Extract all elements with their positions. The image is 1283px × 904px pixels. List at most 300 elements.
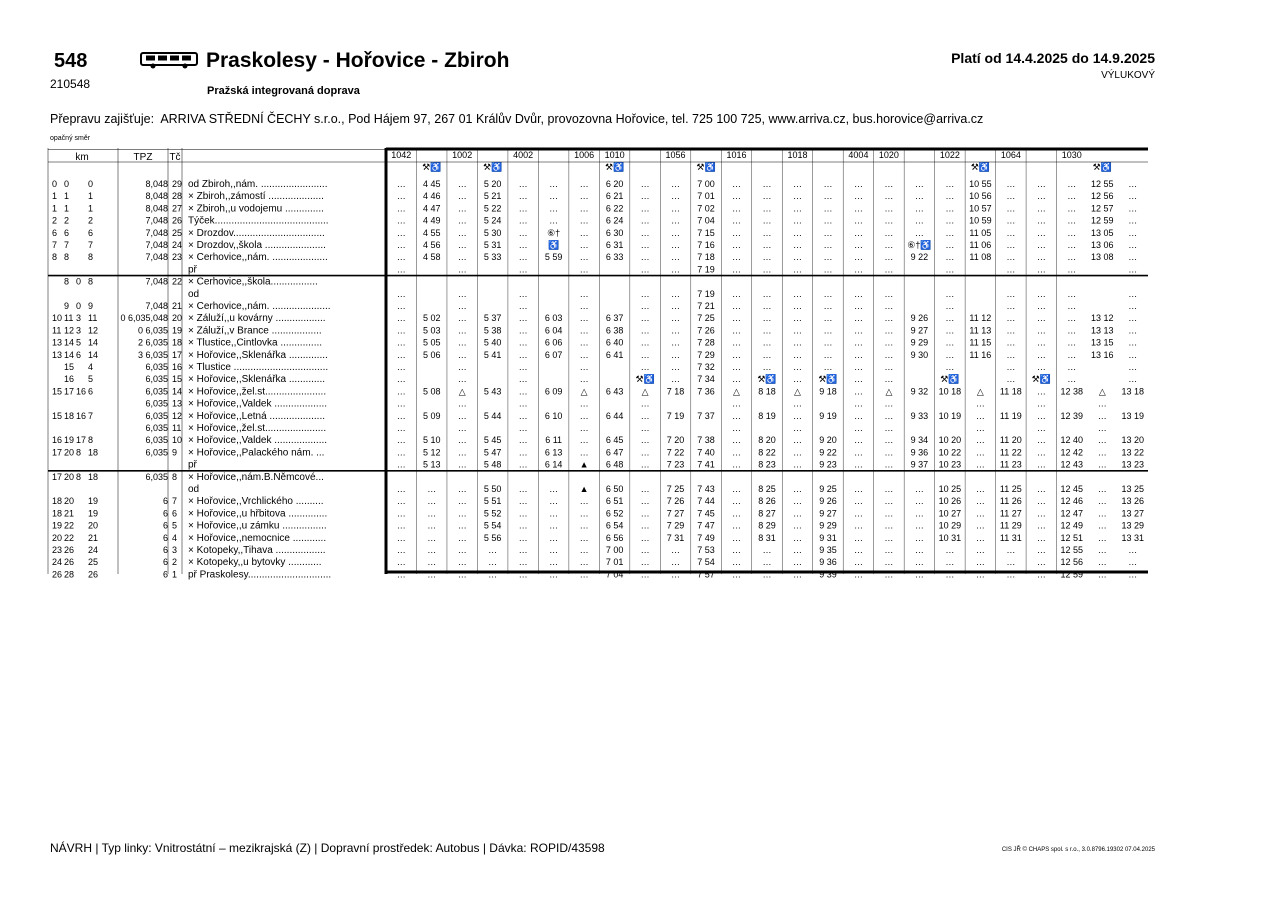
time-cell: 5 54 bbox=[483, 520, 502, 531]
stop-name: × Hořovice,,u hřbitova .............. bbox=[188, 508, 328, 520]
time-cell: 6 20 bbox=[605, 179, 624, 189]
time-cell: … bbox=[853, 569, 863, 580]
time-cell: … bbox=[1036, 423, 1046, 433]
time-cell: … bbox=[579, 349, 589, 360]
time-cell: … bbox=[914, 179, 924, 189]
tpz-value: 7,048 bbox=[145, 252, 168, 263]
time-cell: … bbox=[396, 557, 406, 568]
time-cell: … bbox=[518, 569, 528, 580]
km-value: 5 bbox=[76, 337, 82, 348]
trip-number: 1042 bbox=[391, 150, 412, 160]
km-value: 12 bbox=[64, 325, 75, 336]
time-cell: … bbox=[792, 288, 802, 299]
time-cell: … bbox=[823, 313, 833, 324]
time-cell: … bbox=[762, 227, 772, 238]
km-value: 6 bbox=[76, 349, 82, 360]
time-cell: 5 09 bbox=[422, 410, 441, 421]
time-cell: … bbox=[457, 191, 467, 202]
time-cell: … bbox=[396, 203, 406, 214]
carrier-label: Přepravu zajišťuje: bbox=[50, 112, 155, 126]
time-cell: △ bbox=[580, 386, 588, 397]
km-value: 12 bbox=[88, 325, 99, 336]
time-cell: … bbox=[579, 301, 589, 311]
time-cell: 7 29 bbox=[697, 349, 715, 360]
time-cell: … bbox=[1006, 325, 1016, 336]
time-cell: 4 58 bbox=[422, 252, 441, 263]
time-cell: 5 08 bbox=[422, 386, 441, 397]
time-cell: 13 23 bbox=[1121, 459, 1145, 470]
tpz-value: 6 bbox=[162, 557, 168, 568]
time-cell: 12 42 bbox=[1060, 447, 1084, 458]
time-cell: 5 12 bbox=[422, 447, 441, 458]
time-cell: … bbox=[396, 386, 406, 397]
time-cell: … bbox=[549, 203, 559, 214]
time-cell: … bbox=[671, 252, 681, 263]
time-cell: … bbox=[457, 264, 467, 275]
trip-number: 1010 bbox=[604, 150, 625, 160]
time-cell: … bbox=[945, 191, 955, 202]
stop-order: 22 bbox=[172, 276, 183, 287]
time-cell: … bbox=[792, 349, 802, 360]
time-cell: … bbox=[427, 532, 437, 543]
time-cell: 11 29 bbox=[999, 520, 1022, 531]
km-value: 0 bbox=[76, 276, 82, 287]
time-cell: … bbox=[732, 508, 742, 519]
time-cell: … bbox=[792, 252, 802, 263]
time-cell: … bbox=[1036, 386, 1046, 397]
stop-order: 6 bbox=[172, 508, 178, 519]
trip-number: 1056 bbox=[665, 150, 686, 160]
time-cell: … bbox=[975, 532, 985, 543]
trip-number: 1016 bbox=[726, 150, 747, 160]
time-cell: … bbox=[884, 520, 894, 531]
stop-name: × Cerhovice,,škola................. bbox=[188, 276, 318, 288]
time-cell: 12 47 bbox=[1060, 508, 1084, 519]
time-cell: 5 30 bbox=[483, 227, 502, 238]
time-cell: … bbox=[792, 215, 802, 226]
time-cell: 4 45 bbox=[422, 179, 441, 189]
time-cell: … bbox=[853, 191, 863, 202]
time-cell: … bbox=[823, 203, 833, 214]
trip-symbol: ⚒♿ bbox=[483, 162, 503, 172]
time-cell: … bbox=[823, 215, 833, 226]
time-cell: … bbox=[640, 459, 650, 470]
km-value: 17 bbox=[52, 471, 63, 482]
km-header: km bbox=[75, 152, 89, 163]
tpz-value: 0 6,035 bbox=[137, 325, 168, 336]
time-cell: … bbox=[884, 362, 894, 372]
time-cell: … bbox=[762, 557, 772, 568]
time-cell: △ bbox=[794, 386, 801, 397]
time-cell: … bbox=[518, 337, 528, 348]
km-value: 20 bbox=[64, 496, 75, 507]
tpz-value: 6,035 bbox=[145, 447, 168, 458]
time-cell: … bbox=[457, 520, 467, 531]
time-cell: … bbox=[640, 179, 650, 189]
time-cell: … bbox=[945, 288, 955, 299]
time-cell: … bbox=[518, 398, 528, 409]
time-cell: … bbox=[914, 484, 924, 494]
time-cell: … bbox=[732, 410, 742, 421]
time-cell: 7 43 bbox=[697, 484, 715, 494]
time-cell: … bbox=[792, 227, 802, 238]
km-value: 26 bbox=[52, 569, 63, 580]
stop-name: × Cerhovice,,nám. ..................... bbox=[188, 301, 331, 312]
time-cell: 6 06 bbox=[544, 337, 563, 348]
km-value: 14 bbox=[64, 349, 75, 360]
time-cell: … bbox=[640, 423, 650, 433]
time-cell: … bbox=[1097, 398, 1107, 409]
time-cell: … bbox=[1128, 349, 1138, 360]
time-cell: … bbox=[792, 410, 802, 421]
stop-name: × Záluží,,v Brance .................. bbox=[188, 325, 322, 337]
time-cell: … bbox=[579, 179, 589, 189]
time-cell: … bbox=[975, 447, 985, 458]
tpz-value: 6,035 bbox=[145, 410, 168, 421]
stop-name: × Hořovice,,Valdek ................... bbox=[188, 435, 328, 447]
time-cell: 9 20 bbox=[819, 435, 837, 446]
tpz-value: 6,035 bbox=[145, 435, 168, 446]
km-value: 26 bbox=[64, 545, 75, 555]
time-cell: … bbox=[792, 179, 802, 189]
km-value: 9 bbox=[88, 301, 94, 311]
time-cell: 6 45 bbox=[605, 435, 624, 446]
time-cell: … bbox=[518, 313, 528, 324]
trip-number: 1064 bbox=[1000, 150, 1021, 160]
time-cell: … bbox=[579, 227, 589, 238]
time-cell: … bbox=[1128, 264, 1138, 275]
time-cell: 6 44 bbox=[605, 410, 624, 421]
stop-name: × Záluží,,u kovárny .................. bbox=[188, 313, 326, 325]
time-cell: … bbox=[823, 240, 833, 250]
km-value: 8 bbox=[88, 276, 94, 287]
time-cell: … bbox=[640, 215, 650, 226]
time-cell: … bbox=[762, 313, 772, 324]
time-cell: … bbox=[1128, 545, 1138, 555]
time-cell: … bbox=[518, 545, 528, 555]
time-cell: ▲ bbox=[579, 484, 589, 494]
time-cell: … bbox=[853, 264, 863, 275]
time-cell: … bbox=[579, 557, 589, 568]
time-cell: 9 34 bbox=[910, 435, 929, 446]
time-cell: … bbox=[1128, 301, 1138, 311]
time-cell: … bbox=[823, 264, 833, 275]
time-cell: … bbox=[975, 459, 985, 470]
time-cell: 4 49 bbox=[422, 215, 441, 226]
time-cell: … bbox=[732, 545, 742, 555]
time-cell: … bbox=[853, 374, 863, 385]
time-cell: … bbox=[884, 545, 894, 555]
time-cell: 10 59 bbox=[969, 215, 992, 226]
time-cell: 13 05 bbox=[1091, 227, 1114, 238]
stop-name: × Hořovice,,nám.B.Němcové... bbox=[188, 471, 324, 483]
time-cell: … bbox=[457, 215, 467, 226]
time-cell: … bbox=[1067, 325, 1077, 336]
time-cell: 8 31 bbox=[758, 532, 776, 543]
time-cell: … bbox=[457, 459, 467, 470]
tpz-value: 8,048 bbox=[145, 191, 168, 202]
time-cell: … bbox=[1036, 557, 1046, 568]
time-cell: … bbox=[488, 569, 498, 580]
time-cell: … bbox=[732, 288, 742, 299]
trip-symbol: ⚒♿ bbox=[1092, 162, 1112, 172]
time-cell: … bbox=[671, 203, 681, 214]
time-cell: 13 06 bbox=[1091, 240, 1114, 250]
time-cell: … bbox=[1036, 508, 1046, 519]
tpz-value: 7,048 bbox=[145, 301, 168, 311]
time-cell: … bbox=[671, 349, 681, 360]
time-cell: … bbox=[732, 264, 742, 275]
time-cell: 5 13 bbox=[422, 459, 441, 470]
km-value: 7 bbox=[88, 410, 94, 421]
time-cell: … bbox=[396, 179, 406, 189]
km-value: 2 bbox=[52, 215, 58, 226]
time-cell: … bbox=[884, 349, 894, 360]
time-cell: … bbox=[640, 349, 650, 360]
time-cell: … bbox=[1067, 252, 1077, 263]
time-cell: … bbox=[1036, 459, 1046, 470]
time-cell: 10 20 bbox=[938, 435, 962, 446]
time-cell: 6 31 bbox=[605, 240, 624, 250]
time-cell: … bbox=[762, 288, 772, 299]
tpz-value: 6,035 bbox=[145, 374, 168, 385]
km-value: 13 bbox=[52, 337, 63, 348]
time-cell: ⚒♿ bbox=[635, 374, 655, 385]
time-cell: … bbox=[823, 191, 833, 202]
time-cell: 10 29 bbox=[938, 520, 962, 531]
time-cell: … bbox=[396, 508, 406, 519]
time-cell: … bbox=[518, 532, 528, 543]
time-cell: 7 26 bbox=[666, 496, 685, 507]
tpz-value: 6 bbox=[162, 545, 168, 555]
tpz-value: 0 6,035,048 bbox=[120, 313, 168, 324]
time-cell: … bbox=[792, 508, 802, 519]
time-cell: 7 31 bbox=[666, 532, 685, 543]
time-cell: 9 27 bbox=[819, 508, 837, 519]
stop-order: 27 bbox=[172, 203, 183, 214]
time-cell: 12 59 bbox=[1091, 215, 1114, 226]
time-cell: 5 06 bbox=[422, 349, 441, 360]
time-cell: … bbox=[427, 520, 437, 531]
time-cell: 11 31 bbox=[999, 532, 1022, 543]
time-cell: … bbox=[518, 557, 528, 568]
time-cell: 7 04 bbox=[697, 215, 715, 226]
stop-order: 8 bbox=[172, 471, 178, 482]
time-cell: 5 41 bbox=[483, 349, 502, 360]
km-value: 15 bbox=[64, 362, 75, 372]
time-cell: 7 49 bbox=[697, 532, 715, 543]
time-cell: … bbox=[1036, 398, 1046, 409]
time-cell: … bbox=[762, 191, 772, 202]
time-cell: 6 04 bbox=[544, 325, 563, 336]
tpz-value: 7,048 bbox=[145, 215, 168, 226]
time-cell: … bbox=[1128, 288, 1138, 299]
time-cell: … bbox=[549, 191, 559, 202]
time-cell: … bbox=[671, 557, 681, 568]
stop-name: př bbox=[188, 264, 197, 276]
time-cell: … bbox=[914, 191, 924, 202]
km-value: 13 bbox=[52, 349, 63, 360]
time-cell: … bbox=[1097, 447, 1107, 458]
time-cell: … bbox=[518, 288, 528, 299]
time-cell: … bbox=[1067, 288, 1077, 299]
time-cell: … bbox=[792, 423, 802, 433]
time-cell: 7 04 bbox=[605, 569, 624, 580]
trip-number: 1030 bbox=[1061, 150, 1082, 160]
time-cell: … bbox=[1067, 362, 1077, 372]
time-cell: … bbox=[792, 264, 802, 275]
time-cell: … bbox=[579, 191, 589, 202]
time-cell: … bbox=[792, 435, 802, 446]
time-cell: 11 12 bbox=[969, 313, 992, 324]
stop-name: × Hořovice,,Palackého nám. ... bbox=[188, 447, 325, 459]
time-cell: … bbox=[762, 349, 772, 360]
time-cell: 4 46 bbox=[422, 191, 441, 202]
time-cell: … bbox=[762, 337, 772, 348]
time-cell: 8 25 bbox=[758, 484, 776, 494]
time-cell: 12 38 bbox=[1060, 386, 1084, 397]
km-value: 0 bbox=[64, 179, 70, 189]
time-cell: … bbox=[1097, 496, 1107, 507]
time-cell: 5 02 bbox=[422, 313, 441, 324]
time-cell: … bbox=[1097, 569, 1107, 580]
time-cell: … bbox=[640, 557, 650, 568]
time-cell: … bbox=[853, 532, 863, 543]
km-value: 17 bbox=[64, 386, 75, 397]
time-cell: … bbox=[884, 569, 894, 580]
time-cell: △ bbox=[976, 386, 984, 397]
time-cell: 8 26 bbox=[758, 496, 776, 507]
time-cell: 7 36 bbox=[697, 386, 715, 397]
time-cell: 8 29 bbox=[758, 520, 776, 531]
time-cell: 6 30 bbox=[605, 227, 624, 238]
time-cell: … bbox=[518, 264, 528, 275]
stop-name: × Hořovice,,žel.st...................... bbox=[188, 423, 327, 434]
time-cell: … bbox=[945, 227, 955, 238]
time-cell: … bbox=[1067, 203, 1077, 214]
stop-order: 19 bbox=[172, 325, 183, 336]
time-cell: … bbox=[1036, 435, 1046, 446]
km-value: 6 bbox=[64, 227, 70, 238]
time-cell: … bbox=[640, 545, 650, 555]
time-cell: 9 30 bbox=[910, 349, 929, 360]
time-cell: … bbox=[549, 545, 559, 555]
time-cell: △ bbox=[641, 386, 649, 397]
time-cell: 10 56 bbox=[969, 191, 992, 202]
time-cell: 5 40 bbox=[483, 337, 502, 348]
time-cell: 9 22 bbox=[910, 252, 929, 263]
stop-name: × Kotopeky,,u bytovky ............ bbox=[188, 557, 322, 569]
time-cell: … bbox=[1128, 240, 1138, 250]
time-cell: … bbox=[549, 557, 559, 568]
km-value: 1 bbox=[52, 191, 58, 202]
stop-name: × Zbiroh,,u vodojemu .............. bbox=[188, 203, 324, 215]
time-cell: … bbox=[945, 325, 955, 336]
time-cell: ▲ bbox=[579, 459, 589, 470]
time-cell: … bbox=[945, 240, 955, 250]
time-cell: … bbox=[792, 447, 802, 458]
time-cell: … bbox=[457, 179, 467, 189]
time-cell: … bbox=[640, 264, 650, 275]
time-cell: 6 09 bbox=[544, 386, 563, 397]
time-cell: … bbox=[1128, 557, 1138, 568]
time-cell: … bbox=[853, 398, 863, 409]
time-cell: ⑥†♿ bbox=[907, 240, 932, 250]
time-cell: … bbox=[640, 447, 650, 458]
time-cell: … bbox=[792, 398, 802, 409]
km-value: 8 bbox=[76, 447, 82, 458]
time-cell: … bbox=[884, 203, 894, 214]
time-cell: 9 32 bbox=[910, 386, 929, 397]
time-cell: 7 25 bbox=[697, 313, 715, 324]
time-cell: … bbox=[1128, 313, 1138, 324]
time-cell: … bbox=[518, 386, 528, 397]
time-cell: … bbox=[975, 508, 985, 519]
time-cell: … bbox=[823, 252, 833, 263]
km-value: 14 bbox=[88, 349, 99, 360]
time-cell: 11 15 bbox=[969, 337, 992, 348]
km-value: 0 bbox=[52, 179, 58, 189]
time-cell: … bbox=[792, 301, 802, 311]
km-value: 16 bbox=[64, 374, 75, 385]
time-cell: 11 26 bbox=[999, 496, 1022, 507]
time-cell: … bbox=[1128, 203, 1138, 214]
time-cell: 6 54 bbox=[605, 520, 624, 531]
time-cell: … bbox=[1006, 545, 1016, 555]
time-cell: … bbox=[1067, 264, 1077, 275]
time-cell: … bbox=[579, 325, 589, 336]
time-cell: 5 05 bbox=[422, 337, 441, 348]
time-cell: 6 37 bbox=[605, 313, 624, 324]
time-cell: … bbox=[579, 264, 589, 275]
time-cell: … bbox=[853, 240, 863, 250]
time-cell: 7 27 bbox=[666, 508, 685, 519]
time-cell: … bbox=[1036, 496, 1046, 507]
time-cell: … bbox=[427, 557, 437, 568]
time-cell: … bbox=[884, 410, 894, 421]
time-cell: 8 23 bbox=[758, 459, 776, 470]
time-cell: … bbox=[823, 349, 833, 360]
time-cell: … bbox=[732, 520, 742, 531]
time-cell: … bbox=[853, 459, 863, 470]
tpz-value: 7,048 bbox=[145, 240, 168, 250]
stop-order: 9 bbox=[172, 447, 178, 458]
time-cell: … bbox=[853, 337, 863, 348]
km-value: 8 bbox=[64, 252, 70, 263]
time-cell: △ bbox=[733, 386, 740, 397]
time-cell: 9 22 bbox=[819, 447, 837, 458]
time-cell: 10 19 bbox=[938, 410, 962, 421]
time-cell: 4 55 bbox=[422, 227, 441, 238]
time-cell: 11 27 bbox=[999, 508, 1022, 519]
time-cell: … bbox=[853, 325, 863, 336]
stop-name: × Hořovice,,Vrchlického .......... bbox=[188, 496, 324, 508]
time-cell: … bbox=[732, 496, 742, 507]
km-value: 26 bbox=[88, 569, 99, 580]
km-value: 8 bbox=[76, 471, 82, 482]
time-cell: 6 48 bbox=[605, 459, 624, 470]
time-cell: 11 20 bbox=[999, 435, 1022, 446]
time-cell: … bbox=[549, 179, 559, 189]
time-cell: … bbox=[579, 520, 589, 531]
time-cell: … bbox=[762, 545, 772, 555]
time-cell: … bbox=[518, 435, 528, 446]
time-cell: 11 08 bbox=[969, 252, 992, 263]
time-cell: … bbox=[1067, 349, 1077, 360]
time-cell: … bbox=[762, 362, 772, 372]
time-cell: … bbox=[518, 496, 528, 507]
stop-name: od bbox=[188, 484, 200, 495]
